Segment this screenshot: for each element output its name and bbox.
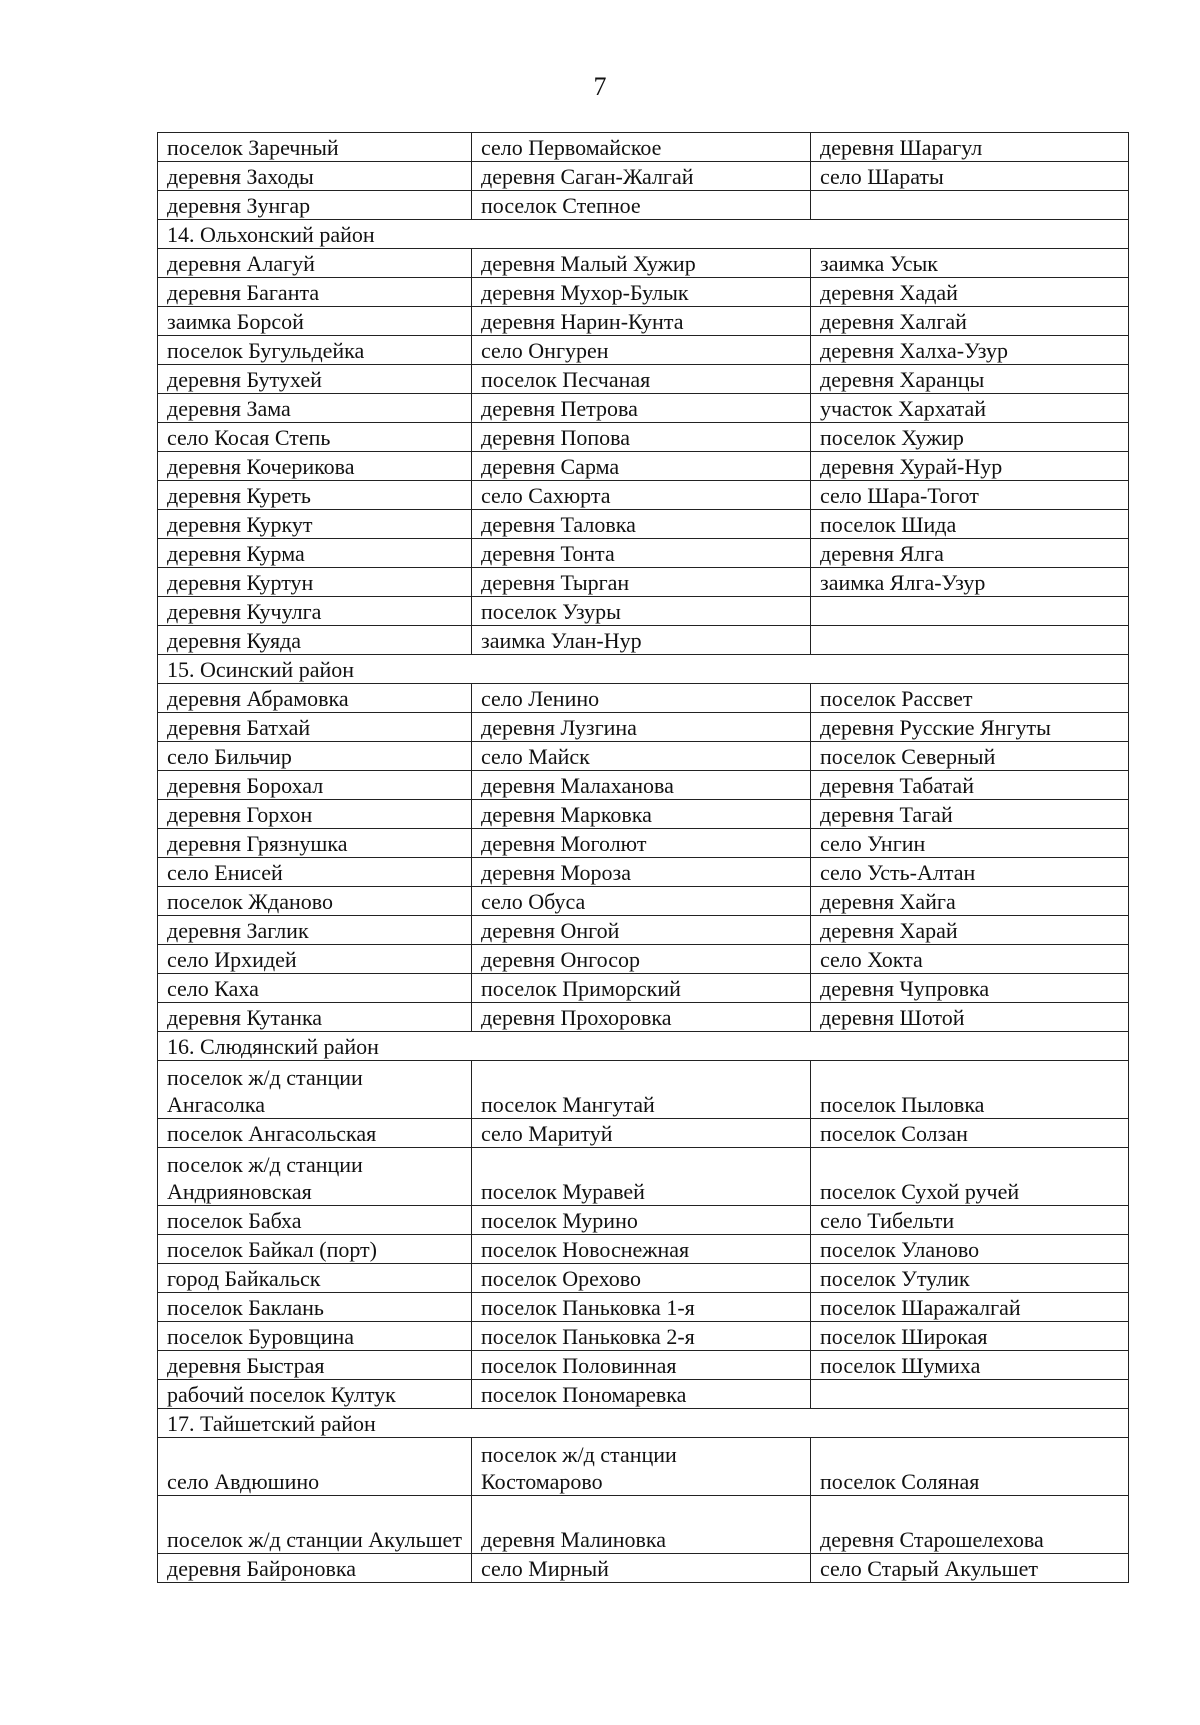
table-cell: поселок Солзан [811,1119,1129,1148]
table-cell: деревня Онгосор [472,945,811,974]
table-cell: заимка Усык [811,249,1129,278]
table-row [158,423,1129,452]
table-cell: деревня Саган-Жалгай [472,162,811,191]
table-cell: деревня Марковка [472,800,811,829]
table-cell: поселок Приморский [472,974,811,1003]
section-header: 17. Тайшетский район [158,1409,1129,1438]
table-cell: село Усть-Алтан [811,858,1129,887]
table-cell: поселок Половинная [472,1351,811,1380]
table-row [158,278,1129,307]
table-cell: деревня Грязнушка [158,829,472,858]
table-row [158,1148,1129,1206]
table-cell: деревня Халха-Узур [811,336,1129,365]
table-row [158,858,1129,887]
table-cell: деревня Мухор-Булык [472,278,811,307]
table-row [158,162,1129,191]
section-header-row [158,1032,1129,1061]
table-cell: село Онгурен [472,336,811,365]
table-cell: деревня Тонта [472,539,811,568]
table-cell: деревня Сарма [472,452,811,481]
table-cell: поселок Хужир [811,423,1129,452]
table-cell: деревня Онгой [472,916,811,945]
table-row [158,684,1129,713]
table-row [158,452,1129,481]
table-cell: поселок ж/д станции Ангасолка [158,1061,472,1119]
section-header: 15. Осинский район [158,655,1129,684]
table-cell: поселок Паньковка 2-я [472,1322,811,1351]
table-row [158,1380,1129,1409]
table-cell: деревня Харай [811,916,1129,945]
table-cell: деревня Куреть [158,481,472,510]
table-row [158,481,1129,510]
table-cell: деревня Прохоровка [472,1003,811,1032]
table-row [158,626,1129,655]
table-row [158,568,1129,597]
table-row [158,1496,1129,1554]
table-cell: заимка Борсой [158,307,472,336]
table-cell [811,1380,1129,1409]
table-cell: деревня Абрамовка [158,684,472,713]
page-number: 7 [593,72,607,101]
table-cell: поселок Ангасольская [158,1119,472,1148]
table-row [158,539,1129,568]
table-cell: поселок Мангутай [472,1061,811,1119]
table-cell: поселок Уланово [811,1235,1129,1264]
table-row [158,713,1129,742]
table-cell: деревня Русские Янгуты [811,713,1129,742]
table-cell: деревня Байроновка [158,1554,472,1583]
table-row [158,945,1129,974]
table-row [158,365,1129,394]
table-cell: поселок Соляная [811,1438,1129,1496]
table-cell: село Косая Степь [158,423,472,452]
table-cell: деревня Куркут [158,510,472,539]
table-row [158,1206,1129,1235]
table-cell: деревня Куяда [158,626,472,655]
table-cell: деревня Батхай [158,713,472,742]
table-cell: деревня Харанцы [811,365,1129,394]
table-cell: село Первомайское [472,133,811,162]
table-cell: село Ленино [472,684,811,713]
table-cell: поселок Утулик [811,1264,1129,1293]
table-row [158,742,1129,771]
table-cell: деревня Попова [472,423,811,452]
table-cell: село Сахюрта [472,481,811,510]
table-cell: участок Хархатай [811,394,1129,423]
table-cell: поселок Узуры [472,597,811,626]
table-cell: поселок Шида [811,510,1129,539]
table-cell: село Мирный [472,1554,811,1583]
table-row [158,1351,1129,1380]
table-row [158,1438,1129,1496]
table-cell: заимка Улан-Нур [472,626,811,655]
section-header-row [158,1409,1129,1438]
table-cell: село Авдюшино [158,1438,472,1496]
table-cell: деревня Малиновка [472,1496,811,1554]
table-cell: село Тибельти [811,1206,1129,1235]
table-row [158,336,1129,365]
table-cell [811,597,1129,626]
table-cell: поселок Песчаная [472,365,811,394]
table-cell: поселок Муравей [472,1148,811,1206]
table-row [158,133,1129,162]
table-cell: село Унгин [811,829,1129,858]
table-cell: поселок ж/д станции Костомарово [472,1438,811,1496]
table-cell: деревня Зунгар [158,191,472,220]
table-row [158,829,1129,858]
table-cell: поселок Байкал (порт) [158,1235,472,1264]
table-body [158,133,1129,1583]
table-cell: деревня Малый Хужир [472,249,811,278]
table-row [158,1061,1129,1119]
table-cell [811,191,1129,220]
table-cell: поселок Сухой ручей [811,1148,1129,1206]
table-cell: деревня Малаханова [472,771,811,800]
table-cell: деревня Старошелехова [811,1496,1129,1554]
table-row [158,1119,1129,1148]
table-cell: деревня Моголют [472,829,811,858]
table-cell: рабочий поселок Култук [158,1380,472,1409]
table-cell: поселок Буровщина [158,1322,472,1351]
table-cell: поселок Паньковка 1-я [472,1293,811,1322]
section-header: 14. Ольхонский район [158,220,1129,249]
table-cell: деревня Зама [158,394,472,423]
settlements-table [157,132,1129,1583]
table-cell: деревня Ялга [811,539,1129,568]
table-cell: поселок Жданово [158,887,472,916]
table-cell: поселок Северный [811,742,1129,771]
table-cell: деревня Тагай [811,800,1129,829]
table-cell: поселок Новоснежная [472,1235,811,1264]
table-row [158,307,1129,336]
table-cell: деревня Таловка [472,510,811,539]
table-cell: село Хокта [811,945,1129,974]
table-cell: деревня Нарин-Кунта [472,307,811,336]
table-cell: деревня Быстрая [158,1351,472,1380]
table-cell: поселок Пыловка [811,1061,1129,1119]
table-cell: село Шараты [811,162,1129,191]
table-cell: деревня Алагуй [158,249,472,278]
table-cell: деревня Баганта [158,278,472,307]
table-row [158,1322,1129,1351]
table-cell: деревня Куртун [158,568,472,597]
table-row [158,771,1129,800]
table-cell: деревня Мороза [472,858,811,887]
table-cell: деревня Кутанка [158,1003,472,1032]
table-cell: деревня Хадай [811,278,1129,307]
table-cell: деревня Петрова [472,394,811,423]
table-cell: деревня Тырган [472,568,811,597]
table-cell: деревня Шотой [811,1003,1129,1032]
table-cell: деревня Заглик [158,916,472,945]
table-cell: село Шара-Тогот [811,481,1129,510]
table-cell: село Маритуй [472,1119,811,1148]
table-cell: поселок Баклань [158,1293,472,1322]
section-header: 16. Слюдянский район [158,1032,1129,1061]
table-row [158,887,1129,916]
table-cell: деревня Шарагул [811,133,1129,162]
table-row [158,1264,1129,1293]
table-cell: село Каха [158,974,472,1003]
table-cell: деревня Хайга [811,887,1129,916]
table-cell: поселок Степное [472,191,811,220]
table-row [158,1003,1129,1032]
table-cell: деревня Курма [158,539,472,568]
table-cell: село Обуса [472,887,811,916]
table-row [158,597,1129,626]
table-cell: поселок Заречный [158,133,472,162]
table-row [158,1235,1129,1264]
table-row [158,974,1129,1003]
table-cell: село Ирхидей [158,945,472,974]
table-cell: поселок Бугульдейка [158,336,472,365]
table-cell: деревня Горхон [158,800,472,829]
table-cell: поселок Пономаревка [472,1380,811,1409]
table-cell: поселок ж/д станции Акульшет [158,1496,472,1554]
table-cell: деревня Хурай-Нур [811,452,1129,481]
table-cell: поселок Шумиха [811,1351,1129,1380]
table-cell: поселок Шаражалгай [811,1293,1129,1322]
table-row [158,800,1129,829]
table-cell: село Бильчир [158,742,472,771]
table-row [158,1554,1129,1583]
table-cell: село Енисей [158,858,472,887]
table-row [158,1293,1129,1322]
table-cell: деревня Табатай [811,771,1129,800]
section-header-row [158,220,1129,249]
table-cell: заимка Ялга-Узур [811,568,1129,597]
table-row [158,191,1129,220]
table-cell: поселок Рассвет [811,684,1129,713]
table-cell: деревня Халгай [811,307,1129,336]
table-cell: поселок Широкая [811,1322,1129,1351]
table-cell: деревня Бутухей [158,365,472,394]
table-cell: деревня Кочерикова [158,452,472,481]
table-row [158,249,1129,278]
table-cell: поселок ж/д станции Андрияновская [158,1148,472,1206]
table-cell: деревня Чупровка [811,974,1129,1003]
table-row [158,916,1129,945]
table-cell: деревня Кучулга [158,597,472,626]
table-row [158,394,1129,423]
table-row [158,510,1129,539]
table-cell: поселок Мурино [472,1206,811,1235]
table-cell: деревня Борохал [158,771,472,800]
table-cell: деревня Лузгина [472,713,811,742]
table-cell: село Старый Акульшет [811,1554,1129,1583]
section-header-row [158,655,1129,684]
table-cell [811,626,1129,655]
table-cell: город Байкальск [158,1264,472,1293]
table-cell: деревня Заходы [158,162,472,191]
table-cell: поселок Орехово [472,1264,811,1293]
table-cell: село Майск [472,742,811,771]
table-cell: поселок Бабха [158,1206,472,1235]
